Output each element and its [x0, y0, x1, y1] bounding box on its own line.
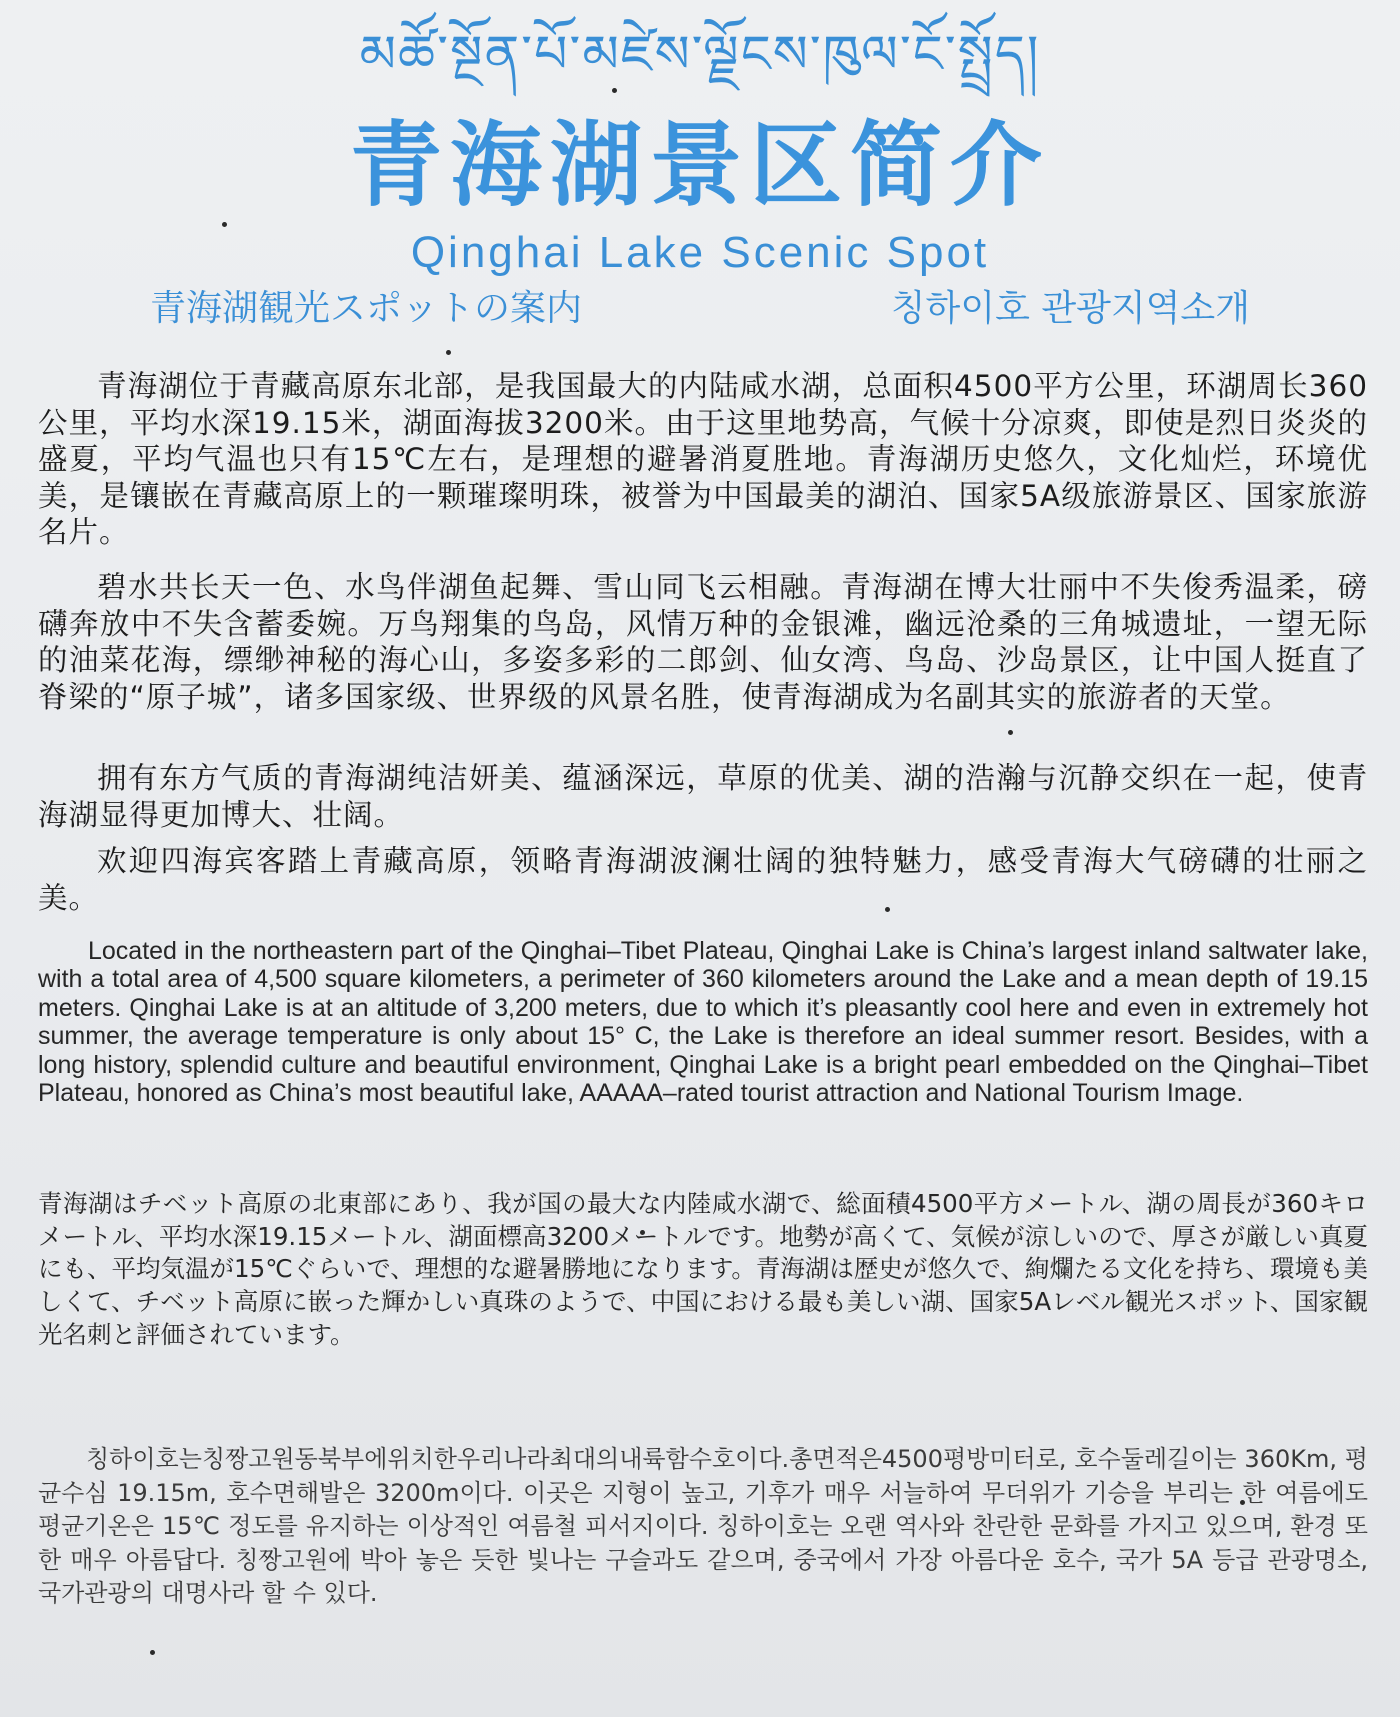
- tibetan-title: མཚོ་སྔོན་པོ་མཛེས་ལྗོངས་ཁུལ་ངོ་སྤྲོད།: [359, 25, 1041, 85]
- paint-speck: [150, 1650, 155, 1655]
- chinese-paragraph-4: 欢迎四海宾客踏上青藏高原，领略青海湖波澜壮阔的独特魅力，感受青海大气磅礴的壮丽之美。: [38, 844, 1368, 915]
- chinese-paragraph-2: 碧水共长天一色、水鸟伴湖鱼起舞、雪山同飞云相融。青海湖在博大壮丽中不失俊秀温柔，磅礴奔放中不失含蓄委婉。万鸟翔集的鸟岛，风情万种的金银滩，幽远沧桑的三角城遗址，一望无际的油菜花海，缥缈神秘的海心山，多姿多彩的二郎剑、仙女湾、鸟岛、沙岛景区，让中国人挺直了脊梁的“原子城”，诸多国家级、世界级的风景名胜，使青海湖成为名副其实的旅游者的天堂。: [38, 570, 1368, 714]
- japanese-paragraph: 青海湖はチベット高原の北東部にあり、我が国の最大な内陸咸水湖で、総面積4500平方メートル、湖の周長が360キロメートル、平均水深19.15メートル、湖面標高3200メートルです。地勢が高くて、気候が涼しいので、厚さが厳しい真夏にも、平均気温が15℃ぐらいで、理想的な避暑勝地になります。青海湖は歴史が悠久で、絢爛たる文化を持ち、環境も美しくて、チベット高原に嵌った輝かしい真珠のようで、中国における最も美しい湖、国家5Aレベル観光スポット、国家観光名刺と評価されています。: [38, 1189, 1368, 1349]
- english-paragraph: Located in the northeastern part of the Qinghai–Tibet Plateau, Qinghai Lake is China’s largest inland saltwater lake, with a total area of 4,500 square kilometers, a perimeter of 360 kilometers around the Lake and a mean depth of 19.15 meters. Qinghai Lake is at an altitude of 3,200 meters, due to which it’s pleasantly cool here and even in extremely hot summer, the average temperature is only about 15° C, the Lake is therefore an ideal summer resort. Besides, with a long history, splendid culture and beautiful environment, Qinghai Lake is a bright pearl embedded on the Qinghai–Tibet Plateau, honored as China’s most beautiful lake, AAAAA–rated tourist attraction and National Tourism Image.: [38, 937, 1368, 1108]
- korean-paragraph: 칭하이호는칭짱고원동북부에위치한우리나라최대의내륙함수호이다.총면적은4500평방미터로, 호수둘레길이는 360Km, 평균수심 19.15m, 호수면해발은 3200m이다. 이곳은 지형이 높고, 기후가 매우 서늘하여 무더위가 기승을 부리는 한 여름에도 평균기온은 15℃ 정도를 유지하는 이상적인 여름철 피서지이다. 칭하이호는 오랜 역사와 찬란한 문화를 가지고 있으며, 환경 또한 매우 아름답다. 칭짱고원에 박아 놓은 듯한 빛나는 구슬과도 같으며, 중국에서 가장 아름다운 호수, 국가 5A 등급 관광명소, 국가관광의 대명사라 할 수 있다.: [38, 1445, 1368, 1608]
- chinese-paragraph-3: 拥有东方气质的青海湖纯洁妍美、蕴涵深远，草原的优美、湖的浩瀚与沉静交织在一起，使青海湖显得更加博大、壮阔。: [38, 761, 1368, 832]
- chinese-paragraph-1: 青海湖位于青藏高原东北部，是我国最大的内陆咸水湖，总面积4500平方公里，环湖周长360公里，平均水深19.15米，湖面海拔3200米。由于这里地势高，气候十分凉爽，即使是烈日炎炎的盛夏，平均气温也只有15℃左右，是理想的避暑消夏胜地。青海湖历史悠久，文化灿烂，环境优美，是镶嵌在青藏高原上的一颗璀璨明珠，被誉为中国最美的湖泊、国家5A级旅游景区、国家旅游名片。: [38, 369, 1368, 550]
- paint-speck: [1008, 730, 1013, 735]
- subtitle-row: [150, 284, 1250, 334]
- page-title-english: Qinghai Lake Scenic Spot: [410, 228, 990, 277]
- paint-speck: [446, 350, 451, 355]
- subtitle-korean: 칭하이호 관광지역소개: [890, 288, 1250, 329]
- subtitle-japanese: 青海湖観光スポットの案内: [150, 288, 583, 329]
- page-title-chinese: 青海湖景区简介: [349, 112, 1050, 219]
